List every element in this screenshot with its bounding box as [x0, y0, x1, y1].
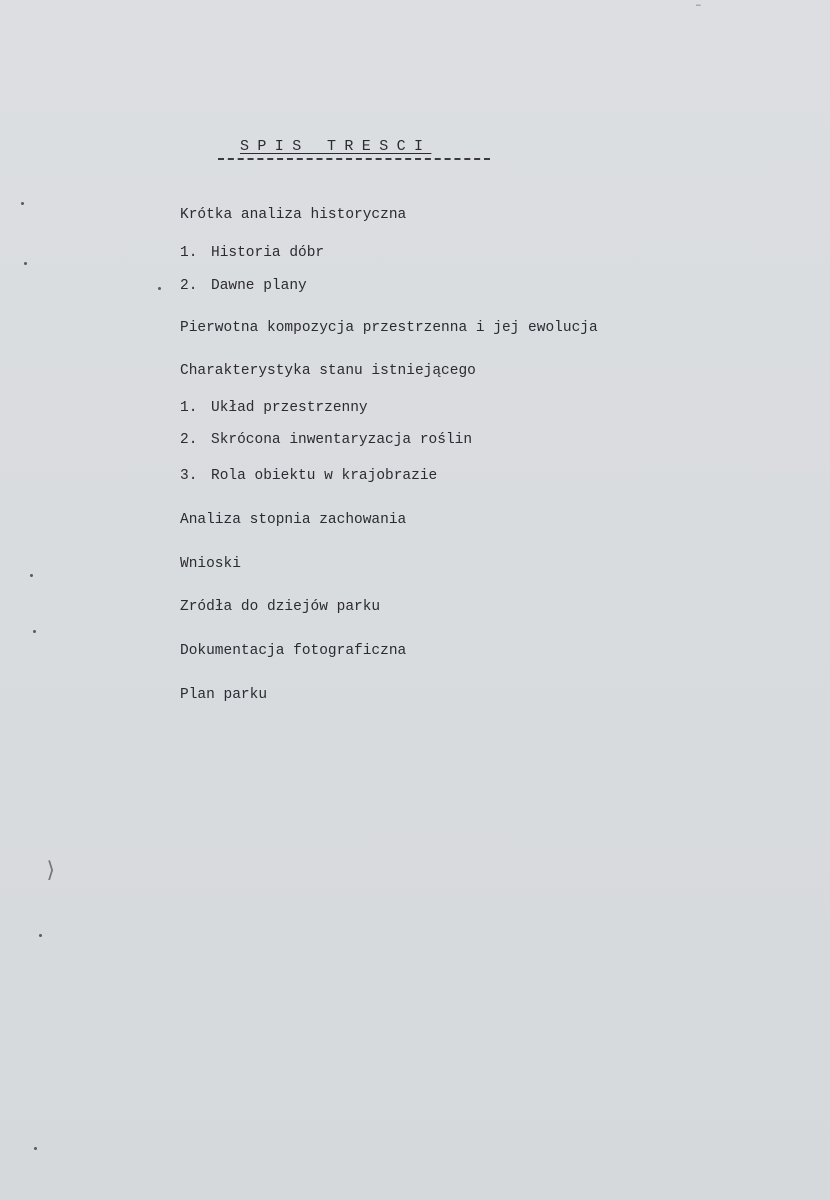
toc-subnumber: 1. — [180, 400, 198, 416]
toc-subnumber: 1. — [180, 245, 198, 261]
scan-speck — [30, 574, 33, 577]
toc-label: Analiza stopnia zachowania — [180, 512, 407, 528]
title-underline — [218, 158, 490, 160]
corner-mark: ‒ — [695, 0, 702, 12]
toc-subnumber: 2. — [180, 432, 198, 448]
scan-speck — [158, 287, 161, 290]
scan-speck — [21, 202, 24, 205]
scan-speck — [33, 630, 36, 633]
toc-label: Krótka analiza historyczna — [180, 207, 407, 223]
margin-mark: ⟩ — [44, 859, 58, 884]
toc-label: Układ przestrzenny — [211, 400, 368, 416]
toc-subnumber: 3. — [180, 468, 198, 484]
toc-subnumber: 2. — [180, 278, 198, 294]
toc-label: Plan parku — [180, 687, 268, 703]
scan-speck — [24, 262, 27, 265]
scan-speck — [39, 934, 42, 937]
toc-label: Charakterystyka stanu istniejącego — [180, 363, 476, 379]
toc-label: Historia dóbr — [211, 245, 325, 261]
scan-speck — [34, 1147, 37, 1150]
page-title: SPIS TRESCI — [240, 138, 432, 155]
toc-label: Pierwotna kompozycja przestrzenna i jej ewolucja — [180, 320, 598, 336]
toc-label: Wnioski — [180, 556, 241, 572]
toc-label: Zródła do dziejów parku — [180, 599, 381, 615]
toc-label: Skrócona inwentaryzacja roślin — [211, 432, 473, 448]
toc-label: Dawne plany — [211, 278, 307, 294]
toc-label: Rola obiektu w krajobrazie — [211, 468, 438, 484]
toc-label: Dokumentacja fotograficzna — [180, 643, 407, 659]
